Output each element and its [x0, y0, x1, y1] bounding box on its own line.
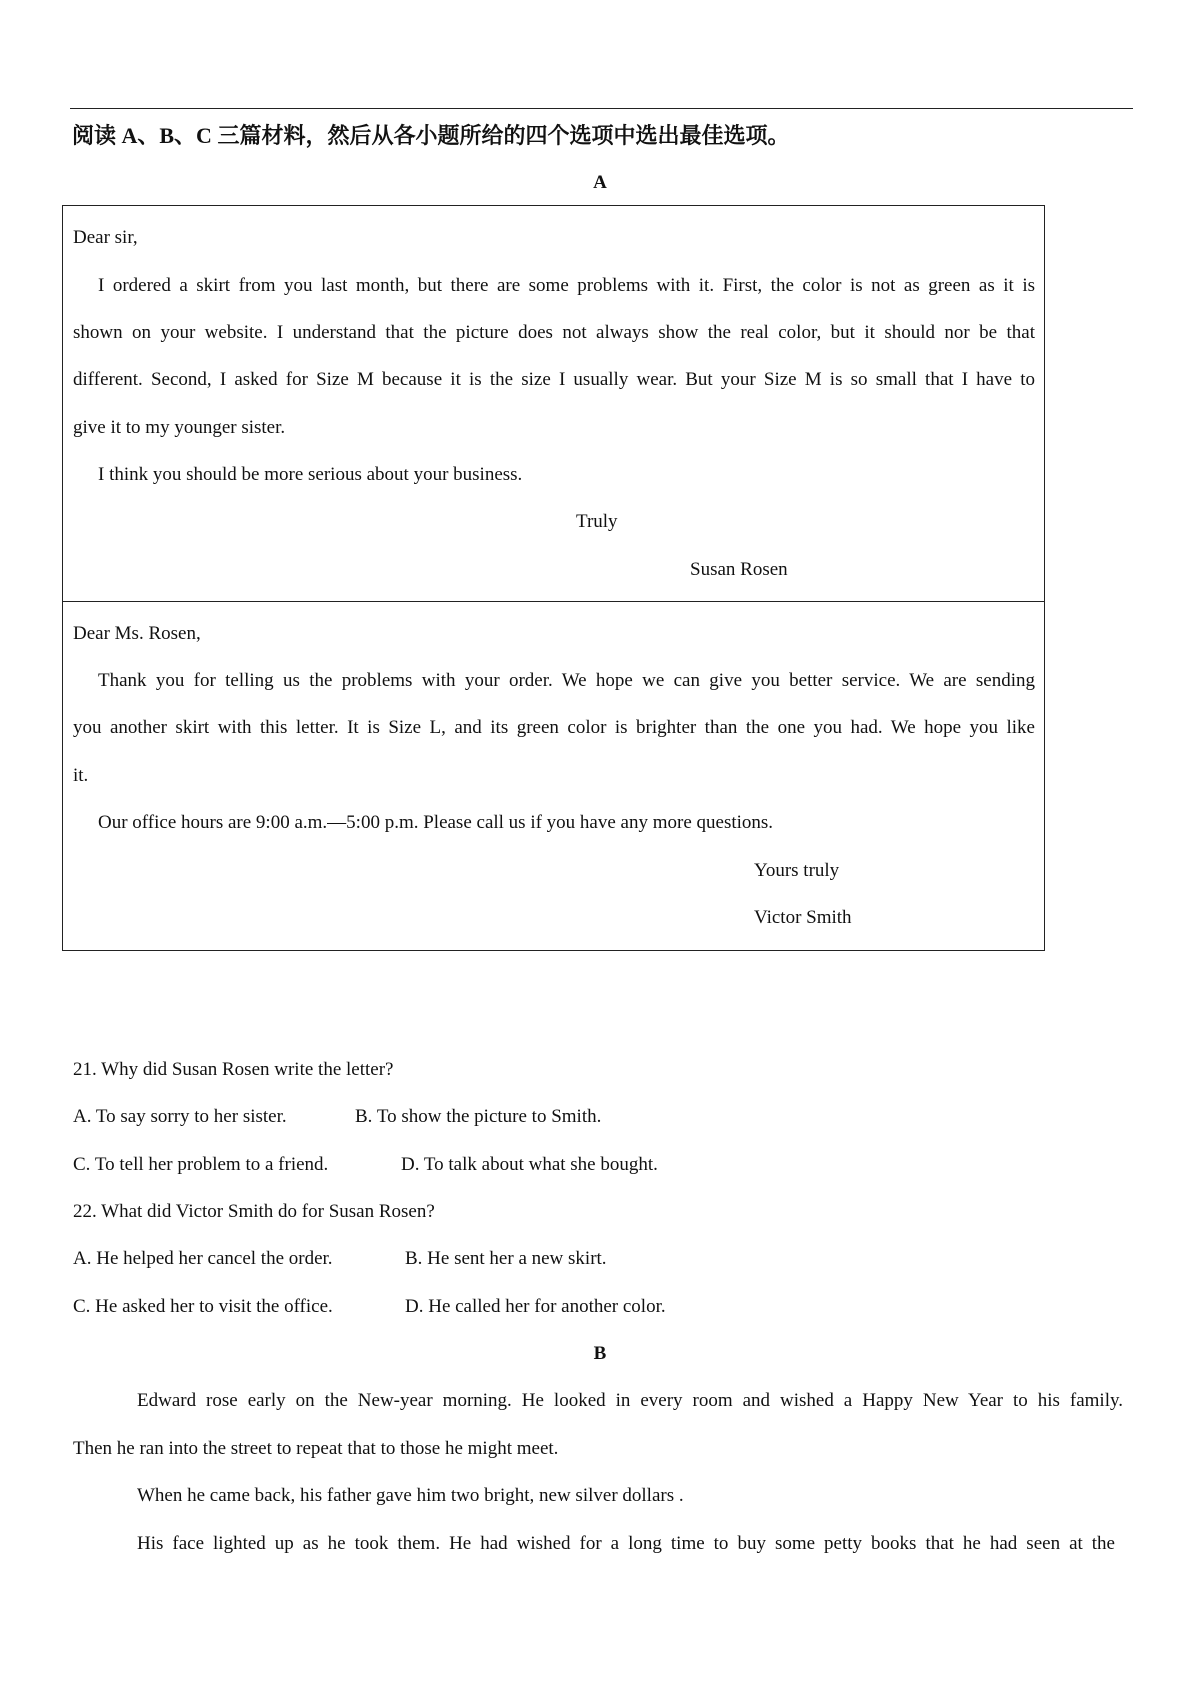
letter2-line: it.: [73, 765, 89, 786]
question-option: C. He asked her to visit the office.: [73, 1296, 333, 1317]
letter-divider: [62, 601, 1045, 602]
section-b-title: B: [593, 1343, 607, 1364]
section-a-title: A: [593, 172, 607, 193]
question-stem: 22. What did Victor Smith do for Susan Rosen?: [73, 1201, 435, 1222]
question-option: A. To say sorry to her sister.: [73, 1106, 287, 1127]
letter2-closing-line: Our office hours are 9:00 a.m.—5:00 p.m. Please call us if you have any more questions.: [98, 812, 774, 833]
letter2-signature: Victor Smith: [754, 907, 852, 928]
letter1-signoff: Truly: [576, 511, 618, 532]
letter1-line: give it to my younger sister.: [73, 417, 286, 438]
letter1-line: different. Second, I asked for Size M because it is the size I usually wear. But your Size M is so small that I have to: [73, 369, 1035, 390]
question-option: D. He called her for another color.: [405, 1296, 666, 1317]
question-option: B. He sent her a new skirt.: [405, 1248, 607, 1269]
question-stem: 21. Why did Susan Rosen write the letter?: [73, 1059, 394, 1080]
letter1-signature: Susan Rosen: [690, 559, 788, 580]
passage-paragraph: When he came back, his father gave him two bright, new silver dollars .: [137, 1485, 684, 1506]
letter2-greeting: Dear Ms. Rosen,: [73, 623, 201, 644]
passage-paragraph: His face lighted up as he took them. He had wished for a long time to buy some petty books that he had seen at the: [137, 1533, 1115, 1554]
question-option: B. To show the picture to Smith.: [355, 1106, 602, 1127]
passage-paragraph: Then he ran into the street to repeat that to those he might meet.: [73, 1438, 559, 1459]
question-option: A. He helped her cancel the order.: [73, 1248, 333, 1269]
letter1-greeting: Dear sir,: [73, 227, 138, 248]
passage-paragraph: Edward rose early on the New-year morning. He looked in every room and wished a Happy New Year to his family.: [137, 1390, 1123, 1411]
letter2-signoff: Yours truly: [754, 860, 840, 881]
question-option: D. To talk about what she bought.: [401, 1154, 658, 1175]
top-rule: [70, 108, 1133, 109]
letter2-line: Thank you for telling us the problems with your order. We hope we can give you better service. We are sending: [98, 670, 1035, 691]
letter1-line: shown on your website. I understand that the picture does not always show the real color, but it should nor be that: [73, 322, 1035, 343]
instruction-heading: 阅读 A、B、C 三篇材料，然后从各小题所给的四个选项中选出最佳选项。: [72, 123, 790, 148]
letter1-closing-line: I think you should be more serious about your business.: [98, 464, 523, 485]
letter1-line: I ordered a skirt from you last month, but there are some problems with it. First, the color is not as green as it is: [98, 275, 1035, 296]
letter-box: [62, 205, 1045, 951]
question-option: C. To tell her problem to a friend.: [73, 1154, 329, 1175]
letter2-line: you another skirt with this letter. It is Size L, and its green color is brighter than the one you had. We hope you like: [73, 717, 1035, 738]
